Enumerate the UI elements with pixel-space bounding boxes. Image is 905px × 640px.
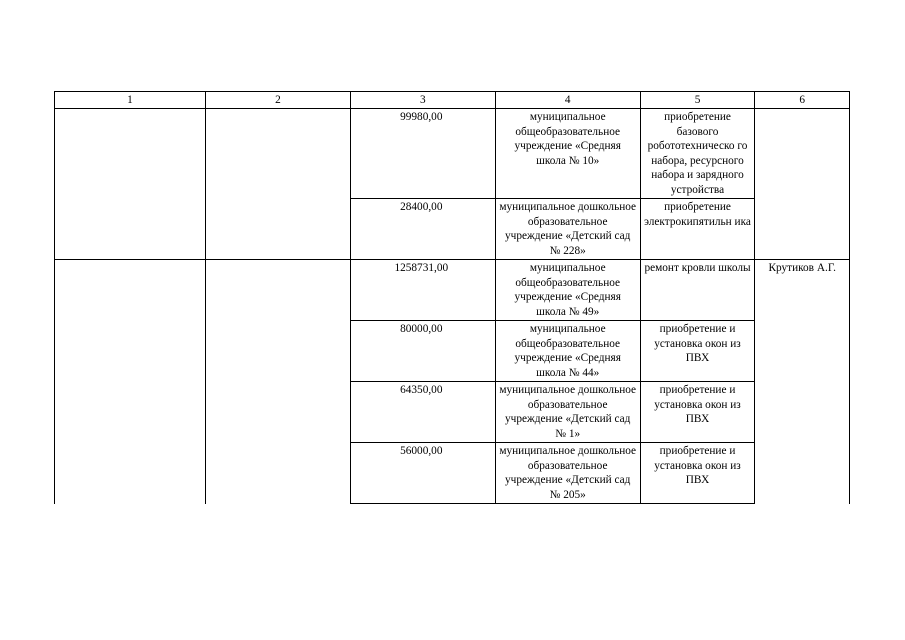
responsible-person-cell: Крутиков А.Г.	[755, 260, 850, 504]
purpose-cell: приобретение и установка окон из ПВХ	[640, 321, 755, 382]
column-number-4: 4	[495, 92, 640, 109]
purpose-cell: ремонт кровли школы	[640, 260, 755, 321]
purpose-cell: приобретение электрокипятильн ика	[640, 199, 755, 260]
group-col2-cell	[205, 260, 350, 504]
group-col1-cell	[55, 109, 206, 260]
column-number-1: 1	[55, 92, 206, 109]
column-number-6: 6	[755, 92, 850, 109]
amount-cell: 99980,00	[350, 109, 495, 199]
institution-cell: муниципальное общеобразовательное учреждение «Средняя школа № 44»	[495, 321, 640, 382]
institution-cell: муниципальное общеобразовательное учреждение «Средняя школа № 10»	[495, 109, 640, 199]
institution-cell: муниципальное дошкольное образовательное учреждение «Детский сад № 1»	[495, 382, 640, 443]
amount-cell: 64350,00	[350, 382, 495, 443]
amount-cell: 1258731,00	[350, 260, 495, 321]
data-table	[54, 91, 850, 504]
table-row	[55, 260, 850, 321]
table-body	[55, 92, 850, 504]
institution-cell: муниципальное общеобразовательное учреждение «Средняя школа № 49»	[495, 260, 640, 321]
responsible-person-cell	[755, 109, 850, 260]
amount-cell: 80000,00	[350, 321, 495, 382]
purpose-cell: приобретение и установка окон из ПВХ	[640, 443, 755, 504]
group-col1-cell	[55, 260, 206, 504]
purpose-cell: приобретение базового робототехническо го набора, ресурсного набора и зарядного устройства	[640, 109, 755, 199]
column-number-5: 5	[640, 92, 755, 109]
column-number-2: 2	[205, 92, 350, 109]
purpose-cell: приобретение и установка окон из ПВХ	[640, 382, 755, 443]
amount-cell: 56000,00	[350, 443, 495, 504]
institution-cell: муниципальное дошкольное образовательное учреждение «Детский сад № 228»	[495, 199, 640, 260]
header-row	[55, 92, 850, 109]
group-col2-cell	[205, 109, 350, 260]
institution-cell: муниципальное дошкольное образовательное учреждение «Детский сад № 205»	[495, 443, 640, 504]
column-number-3: 3	[350, 92, 495, 109]
table-row	[55, 109, 850, 199]
amount-cell: 28400,00	[350, 199, 495, 260]
